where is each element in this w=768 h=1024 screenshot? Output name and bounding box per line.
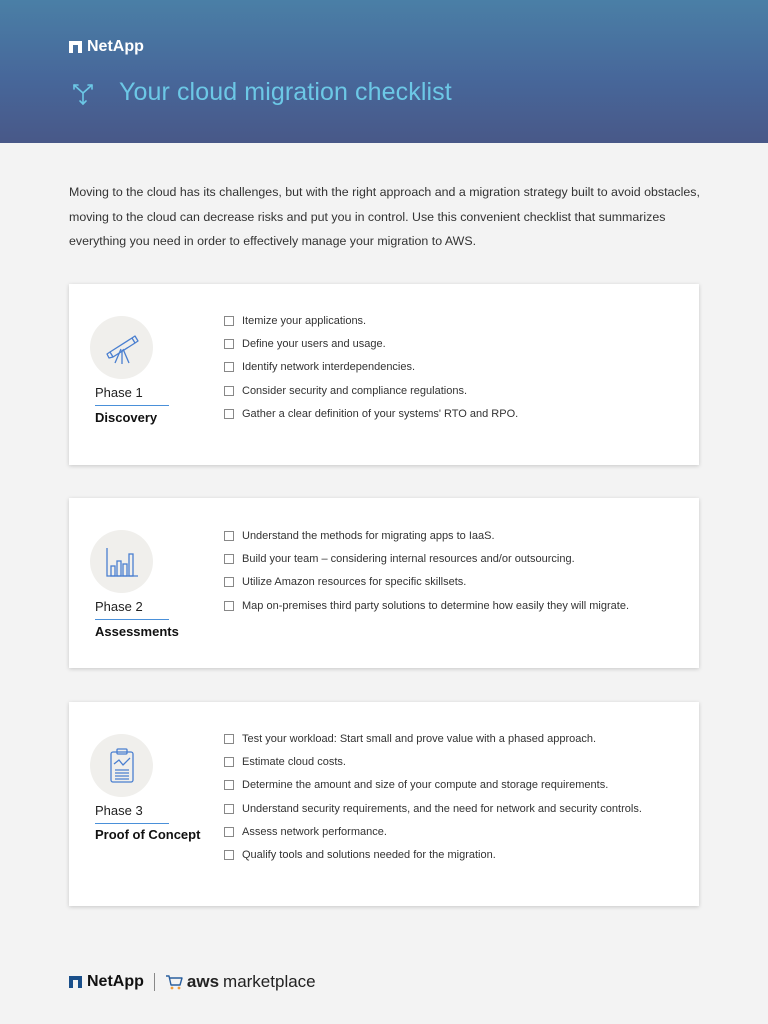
footer-divider [154, 973, 155, 991]
checkbox[interactable] [224, 362, 234, 372]
checklist-item[interactable] [224, 332, 518, 355]
checklist-item-label: Assess network performance. [242, 825, 387, 838]
checklist [224, 309, 518, 425]
checklist-item[interactable] [224, 547, 629, 570]
phase-card-proof-of-concept [69, 702, 699, 906]
checklist-item[interactable] [224, 727, 642, 750]
checklist-item-label: Itemize your applications. [242, 314, 367, 327]
checklist-item-label: Map on-premises third party solutions to determine how easily they will migrate. [242, 599, 629, 612]
migration-arrows-icon [69, 79, 97, 107]
clipboard-chart-icon [102, 746, 142, 786]
page-title: Your cloud migration checklist [119, 78, 452, 106]
checklist-item-label: Identify network interdependencies. [242, 361, 416, 374]
checkbox[interactable] [224, 577, 234, 587]
checkbox[interactable] [224, 850, 234, 860]
checkbox[interactable] [224, 409, 234, 419]
aws-text: aws [186, 972, 220, 991]
checkbox[interactable] [224, 757, 234, 767]
phase-number: Phase 1 [95, 385, 143, 400]
checklist-item[interactable] [224, 797, 642, 820]
checklist [224, 727, 642, 867]
netapp-logo [69, 38, 144, 56]
phase-icon-circle [90, 530, 153, 593]
checklist-item-label: Understand security requirements, and the need for network and security controls. [242, 802, 642, 815]
checklist-item-label: Estimate cloud costs. [242, 755, 346, 768]
header-banner [0, 0, 768, 143]
phase-divider [95, 823, 169, 824]
phase-divider [95, 405, 169, 406]
checkbox[interactable] [224, 386, 234, 396]
checklist-item[interactable] [224, 843, 642, 866]
checkbox[interactable] [224, 601, 234, 611]
checklist-item-label: Utilize Amazon resources for specific skillsets. [242, 576, 467, 589]
checklist-item-label: Build your team – considering internal resources and/or outsourcing. [242, 552, 575, 565]
checklist-item[interactable] [224, 750, 642, 773]
phase-number: Phase 3 [95, 803, 143, 818]
footer-netapp-text: NetApp [87, 973, 144, 990]
checkbox[interactable] [224, 316, 234, 326]
phase-card-discovery [69, 284, 699, 465]
checkbox[interactable] [224, 531, 234, 541]
checklist-item[interactable] [224, 571, 629, 594]
checklist-item-label: Understand the methods for migrating apps to IaaS. [242, 529, 495, 542]
phase-icon-circle [90, 316, 153, 379]
checklist-item[interactable] [224, 309, 518, 332]
aws-marketplace-logo [165, 972, 316, 992]
checklist-item-label: Qualify tools and solutions needed for the migration. [242, 849, 496, 862]
checklist-item-label: Gather a clear definition of your systems' RTO and RPO. [242, 407, 519, 420]
telescope-icon [102, 328, 142, 368]
phase-name: Proof of Concept [95, 827, 201, 842]
phase-number: Phase 2 [95, 599, 143, 614]
checklist-item-label: Consider security and compliance regulations. [242, 384, 468, 397]
intro-paragraph: Moving to the cloud has its challenges, but with the right approach and a migration strategy built to avoid obstacles, moving to the cloud can decrease risks and put you in control. Use this convenient checklist that summarizes everything you need in order to effectively manage your migration to AWS. [69, 185, 700, 248]
checklist-item[interactable] [224, 774, 642, 797]
checklist-item[interactable] [224, 379, 518, 402]
checklist-item-label: Determine the amount and size of your compute and storage requirements. [242, 779, 609, 792]
netapp-logo-icon [69, 41, 82, 53]
cart-icon [165, 974, 183, 990]
checklist-item-label: Test your workload: Start small and prove value with a phased approach. [242, 732, 597, 745]
phase-divider [95, 619, 169, 620]
checkbox[interactable] [224, 827, 234, 837]
checklist-item[interactable] [224, 402, 518, 425]
checklist-item[interactable] [224, 524, 629, 547]
checkbox[interactable] [224, 780, 234, 790]
checkbox[interactable] [224, 804, 234, 814]
netapp-logo-icon [69, 976, 82, 988]
checklist-item-label: Define your users and usage. [242, 337, 386, 350]
marketplace-text: marketplace [223, 972, 316, 991]
checklist-item[interactable] [224, 594, 629, 617]
phase-card-assessments [69, 498, 699, 668]
checklist [224, 524, 629, 617]
phase-name: Assessments [95, 624, 179, 639]
logo-text: NetApp [87, 38, 144, 55]
checkbox[interactable] [224, 339, 234, 349]
footer-netapp-logo [69, 973, 144, 991]
bar-chart-icon [102, 542, 142, 582]
phase-icon-circle [90, 734, 153, 797]
footer-logos [69, 972, 316, 992]
checkbox[interactable] [224, 554, 234, 564]
checkbox[interactable] [224, 734, 234, 744]
phase-name: Discovery [95, 410, 158, 425]
checklist-item[interactable] [224, 820, 642, 843]
checklist-item[interactable] [224, 356, 518, 379]
